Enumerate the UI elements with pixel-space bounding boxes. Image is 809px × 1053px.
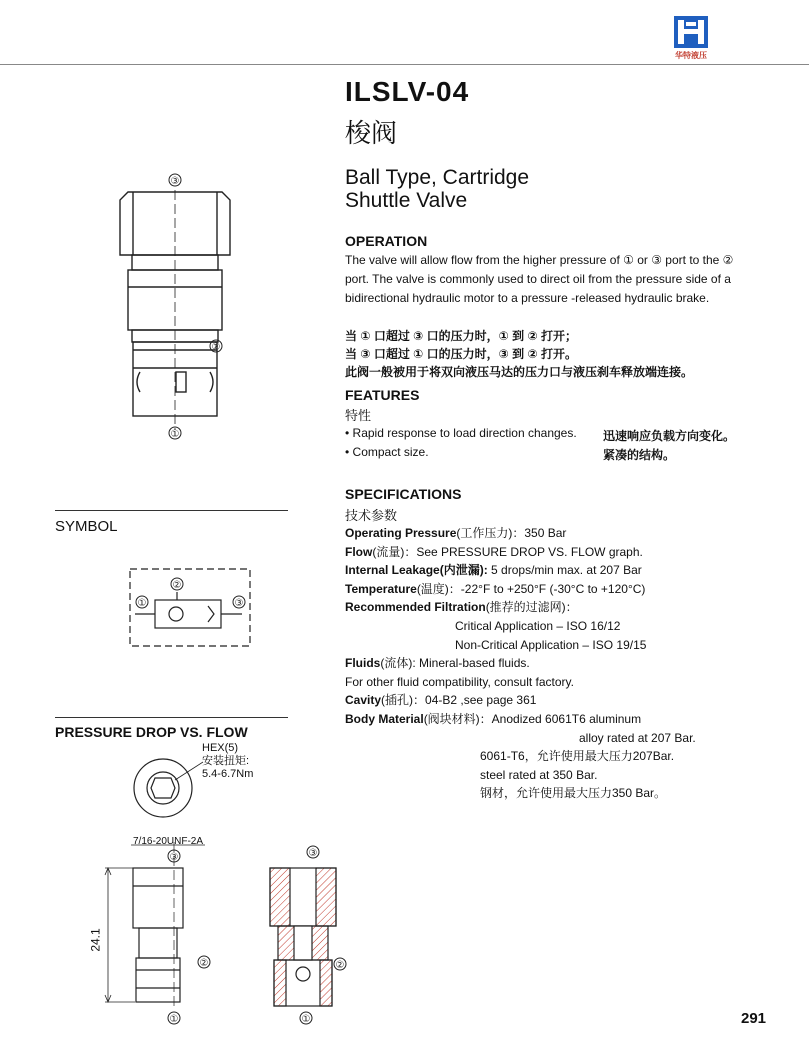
spec-fluids-note: For other fluid compatibility, consult factory. bbox=[345, 674, 574, 689]
pressure-drop-title: PRESSURE DROP VS. FLOW bbox=[55, 724, 248, 740]
feature-en: • Rapid response to load direction changes. bbox=[345, 426, 577, 440]
spec-pressure bbox=[345, 524, 765, 543]
spec-label: Internal Leakage(内泄漏): bbox=[345, 563, 488, 578]
spec-cavity bbox=[345, 691, 765, 710]
section-port-3-label: ③ bbox=[308, 848, 318, 859]
spec-label: Flow bbox=[345, 544, 373, 559]
port-2-label: ② bbox=[211, 342, 221, 353]
spec-flow bbox=[345, 543, 765, 562]
spec-value: 5 drops/min max. at 207 Bar bbox=[487, 563, 642, 578]
spec-noncritical: Non-Critical Application – ISO 19/15 bbox=[455, 637, 647, 652]
operation-title: OPERATION bbox=[345, 233, 428, 249]
spec-value: (插孔)：04-B2 ,see page 361 bbox=[381, 693, 537, 708]
spec-temperature bbox=[345, 580, 765, 599]
spec-value: (阀块材料)：Anodized 6061T6 aluminum bbox=[423, 711, 642, 726]
feature-cn: 迅速响应负载方向变化。 bbox=[603, 429, 736, 443]
symbol-title: SYMBOL bbox=[55, 518, 118, 535]
symbol-port-1-label: ① bbox=[137, 598, 147, 609]
spec-label: Fluids bbox=[345, 656, 381, 671]
features-title: FEATURES bbox=[345, 387, 420, 403]
spec-body-line5: 钢材，允许使用最大压力350 Bar。 bbox=[480, 786, 667, 801]
spec-body-line2: alloy rated at 207 Bar. bbox=[579, 730, 696, 745]
side-port-2-label: ② bbox=[199, 958, 209, 969]
port-1-label: ① bbox=[170, 429, 180, 440]
dimension-side-view bbox=[95, 842, 225, 1027]
feature-en: • Compact size. bbox=[345, 445, 429, 459]
spec-value: (推荐的过滤网)： bbox=[485, 600, 578, 615]
thread-label: 7/16-20UNF-2A bbox=[133, 836, 204, 847]
spec-label: Cavity bbox=[345, 693, 382, 708]
operation-cn-line: 此阀一般被用于将双向液压马达的压力口与液压刹车释放端连接。 bbox=[345, 365, 694, 379]
specifications-title-cn: 技术参数 bbox=[345, 508, 398, 523]
spec-leakage bbox=[345, 561, 765, 580]
torque-label: 安装扭矩: bbox=[202, 755, 250, 767]
symbol-divider bbox=[55, 510, 288, 511]
header-divider bbox=[0, 64, 809, 65]
section-port-2-label: ② bbox=[335, 960, 345, 971]
specifications-title: SPECIFICATIONS bbox=[345, 486, 462, 502]
spec-fluids bbox=[345, 654, 765, 673]
feature-item bbox=[345, 445, 765, 464]
shuttle-valve-symbol bbox=[120, 565, 270, 650]
spec-body-line4: steel rated at 350 Bar. bbox=[480, 767, 598, 782]
hex-callout bbox=[202, 742, 253, 781]
pressure-drop-divider bbox=[55, 717, 288, 718]
section-view bbox=[258, 842, 353, 1027]
heading-line-1: Ball Type, Cartridge bbox=[345, 166, 530, 189]
spec-label: Recommended Filtration bbox=[345, 600, 486, 615]
features-list bbox=[345, 426, 765, 464]
product-code: ILSLV-04 bbox=[345, 76, 470, 107]
operation-cn-line: 当 ① 口超过 ③ 口的压力时，① 到 ② 打开； bbox=[345, 329, 577, 343]
feature-item bbox=[345, 426, 765, 445]
side-port-1-label: ① bbox=[169, 1014, 179, 1025]
features-title-cn: 特性 bbox=[345, 408, 372, 423]
logo-text: 华特液压 bbox=[675, 51, 707, 60]
spec-critical: Critical Application – ISO 16/12 bbox=[455, 618, 621, 633]
section-port-1-label: ① bbox=[301, 1014, 311, 1025]
specifications-list bbox=[345, 524, 765, 803]
spec-label: Temperature bbox=[345, 581, 417, 596]
hex-size-label: HEX(5) bbox=[202, 742, 239, 754]
length-dimension: 24.1 bbox=[88, 928, 103, 952]
operation-cn bbox=[345, 327, 765, 381]
spec-filtration bbox=[345, 598, 765, 617]
port-3-label: ③ bbox=[170, 176, 180, 187]
spec-value: (工作压力)：350 Bar bbox=[456, 526, 567, 540]
valve-outline-drawing bbox=[100, 170, 250, 445]
hex-top-view bbox=[125, 752, 205, 822]
product-heading bbox=[345, 166, 645, 212]
torque-value: 5.4-6.7Nm bbox=[202, 768, 254, 780]
spec-body-line3: 6061-T6，允许使用最大压力207Bar. bbox=[480, 749, 675, 764]
operation-text: The valve will allow flow from the higher pressure of ① or ③ port to the ② port. The valve is commonly used to direct oil from the pressure side of a bidirectional hydraulic motor to a pressure -released hydraulic brake. bbox=[345, 253, 734, 305]
spec-label: Body Material bbox=[345, 711, 424, 726]
page-number: 291 bbox=[741, 1010, 767, 1027]
spec-value: (流量)：See PRESSURE DROP VS. FLOW graph. bbox=[372, 544, 643, 559]
spec-value: (流体): Mineral-based fluids. bbox=[380, 656, 530, 671]
spec-body bbox=[345, 710, 765, 729]
symbol-port-2-label: ② bbox=[172, 580, 182, 591]
product-name-cn: 梭阀 bbox=[345, 118, 398, 148]
spec-label: Operating Pressure bbox=[345, 526, 457, 540]
side-port-3-label: ③ bbox=[169, 852, 179, 863]
symbol-port-3-label: ③ bbox=[234, 598, 244, 609]
heading-line-2: Shuttle Valve bbox=[345, 189, 468, 212]
feature-cn: 紧凑的结构。 bbox=[603, 448, 676, 462]
spec-value: (温度)：-22°F to +250°F (-30°C to +120°C) bbox=[416, 581, 646, 596]
operation-cn-line: 当 ③ 口超过 ① 口的压力时，③ 到 ② 打开。 bbox=[345, 347, 577, 361]
